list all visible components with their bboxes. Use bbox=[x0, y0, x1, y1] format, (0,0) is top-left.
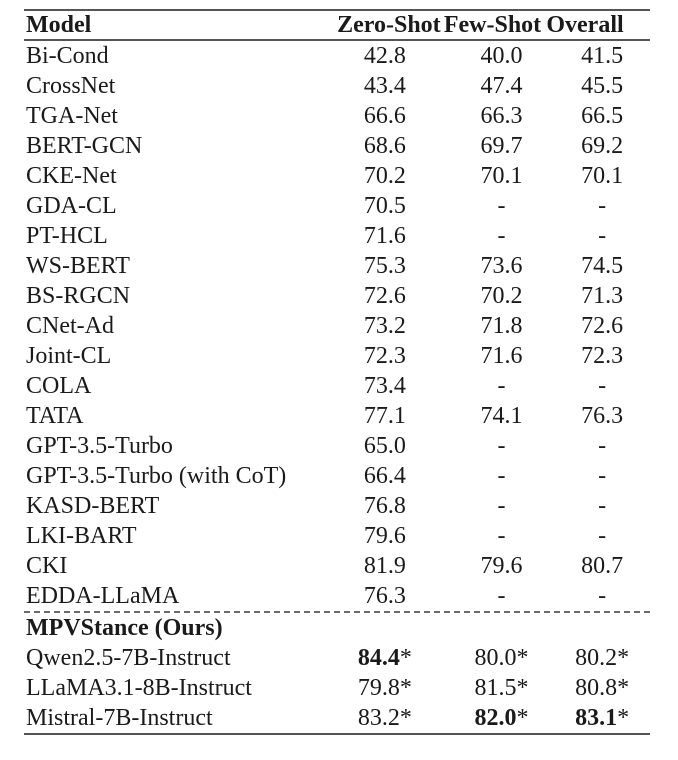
model-name: KASD-BERT bbox=[26, 492, 160, 519]
model-name: EDDA-LLaMA bbox=[26, 582, 180, 609]
zero-shot-value: 42.8 bbox=[363, 42, 406, 69]
overall-value: 66.5 bbox=[581, 102, 624, 129]
significance-mark: * bbox=[516, 644, 529, 671]
zero-shot-value: 83.2 bbox=[357, 704, 400, 731]
baseline-rows bbox=[24, 41, 650, 611]
significance-mark: * bbox=[516, 704, 529, 731]
few-shot-value: 79.6 bbox=[480, 552, 523, 579]
results-table bbox=[24, 9, 650, 735]
zero-shot-value: 70.2 bbox=[363, 162, 406, 189]
few-shot-value: - bbox=[497, 522, 506, 549]
zero-shot-cell bbox=[321, 673, 449, 703]
few-shot-cell bbox=[449, 673, 555, 703]
few-shot-value: 69.7 bbox=[480, 132, 523, 159]
model-name: TATA bbox=[26, 402, 84, 429]
header-row bbox=[24, 11, 650, 39]
model-name: CrossNet bbox=[26, 72, 116, 99]
table-row bbox=[24, 41, 650, 71]
significance-mark: * bbox=[617, 644, 630, 671]
model-name: Bi-Cond bbox=[26, 42, 109, 69]
overall-value: 76.3 bbox=[581, 402, 624, 429]
model-name: GPT-3.5-Turbo bbox=[26, 432, 173, 459]
overall-cell bbox=[554, 643, 650, 673]
model-name: Joint-CL bbox=[26, 342, 112, 369]
overall-value: - bbox=[598, 432, 607, 459]
table-row bbox=[24, 551, 650, 581]
table-row bbox=[24, 311, 650, 341]
table-row bbox=[24, 221, 650, 251]
table-row bbox=[24, 431, 650, 461]
significance-mark: * bbox=[399, 674, 412, 701]
few-shot-value: - bbox=[497, 192, 506, 219]
overall-value: 72.3 bbox=[581, 342, 624, 369]
overall-value: - bbox=[598, 462, 607, 489]
zero-shot-value: 76.3 bbox=[363, 582, 406, 609]
table-row bbox=[24, 371, 650, 401]
header-few-shot: Few-Shot bbox=[443, 12, 542, 38]
model-name: CKE-Net bbox=[26, 162, 117, 189]
table-row bbox=[24, 581, 650, 611]
few-shot-value: - bbox=[497, 492, 506, 519]
overall-value: - bbox=[598, 372, 607, 399]
ours-group-row bbox=[24, 613, 650, 643]
overall-value: 69.2 bbox=[581, 132, 624, 159]
few-shot-value: 80.0 bbox=[474, 644, 517, 671]
overall-value: 80.7 bbox=[581, 552, 624, 579]
model-name: BERT-GCN bbox=[26, 132, 143, 159]
overall-value: 71.3 bbox=[581, 282, 624, 309]
zero-shot-value: 68.6 bbox=[363, 132, 406, 159]
zero-shot-value: 71.6 bbox=[363, 222, 406, 249]
overall-value: - bbox=[598, 492, 607, 519]
overall-value: 45.5 bbox=[581, 72, 624, 99]
few-shot-value: - bbox=[497, 432, 506, 459]
few-shot-value: 71.6 bbox=[480, 342, 523, 369]
model-name: COLA bbox=[26, 372, 92, 399]
overall-value: 70.1 bbox=[581, 162, 624, 189]
zero-shot-value: 65.0 bbox=[363, 432, 406, 459]
significance-mark: * bbox=[399, 644, 412, 671]
few-shot-value: 73.6 bbox=[480, 252, 523, 279]
model-name: LKI-BART bbox=[26, 522, 137, 549]
model-name: GDA-CL bbox=[26, 192, 117, 219]
zero-shot-value: 73.2 bbox=[363, 312, 406, 339]
overall-value: - bbox=[598, 192, 607, 219]
overall-cell bbox=[554, 673, 650, 703]
few-shot-value: - bbox=[497, 582, 506, 609]
overall-value: 80.2 bbox=[575, 644, 618, 671]
table-row bbox=[24, 251, 650, 281]
few-shot-value: 47.4 bbox=[480, 72, 523, 99]
header-zero-shot: Zero-Shot bbox=[337, 12, 441, 38]
model-name: LLaMA3.1-8B-Instruct bbox=[26, 674, 252, 701]
table-row bbox=[24, 491, 650, 521]
overall-value: - bbox=[598, 222, 607, 249]
zero-shot-value: 66.6 bbox=[363, 102, 406, 129]
few-shot-value: 81.5 bbox=[474, 674, 517, 701]
overall-cell bbox=[554, 703, 650, 733]
ours-rows bbox=[24, 643, 650, 733]
zero-shot-value: 75.3 bbox=[363, 252, 406, 279]
table-row bbox=[24, 131, 650, 161]
significance-mark: * bbox=[516, 674, 529, 701]
model-name: TGA-Net bbox=[26, 102, 118, 129]
few-shot-value: 70.2 bbox=[480, 282, 523, 309]
overall-value: - bbox=[598, 582, 607, 609]
few-shot-value: - bbox=[497, 372, 506, 399]
few-shot-value: 74.1 bbox=[480, 402, 523, 429]
zero-shot-value: 79.6 bbox=[363, 522, 406, 549]
model-name: PT-HCL bbox=[26, 222, 108, 249]
few-shot-value: 82.0 bbox=[474, 704, 517, 731]
zero-shot-value: 84.4 bbox=[357, 644, 400, 671]
significance-mark: * bbox=[617, 674, 630, 701]
header-overall: Overall bbox=[546, 12, 624, 38]
ours-group-title: MPVStance (Ours) bbox=[26, 614, 223, 641]
overall-value: 80.8 bbox=[575, 674, 618, 701]
zero-shot-cell bbox=[321, 703, 449, 733]
table-row bbox=[24, 643, 650, 673]
significance-mark: * bbox=[617, 704, 630, 731]
table-row bbox=[24, 341, 650, 371]
zero-shot-value: 81.9 bbox=[363, 552, 406, 579]
zero-shot-value: 72.6 bbox=[363, 282, 406, 309]
model-name: BS-RGCN bbox=[26, 282, 131, 309]
few-shot-value: - bbox=[497, 462, 506, 489]
overall-value: 74.5 bbox=[581, 252, 624, 279]
few-shot-value: 66.3 bbox=[480, 102, 523, 129]
zero-shot-cell bbox=[321, 643, 449, 673]
model-name: GPT-3.5-Turbo (with CoT) bbox=[26, 462, 287, 489]
overall-value: 83.1 bbox=[575, 704, 618, 731]
overall-value: 72.6 bbox=[581, 312, 624, 339]
few-shot-value: 71.8 bbox=[480, 312, 523, 339]
table-row bbox=[24, 673, 650, 703]
table-row bbox=[24, 191, 650, 221]
zero-shot-value: 43.4 bbox=[363, 72, 406, 99]
zero-shot-value: 76.8 bbox=[363, 492, 406, 519]
few-shot-value: 70.1 bbox=[480, 162, 523, 189]
table-row bbox=[24, 401, 650, 431]
overall-value: 41.5 bbox=[581, 42, 624, 69]
bottom-rule bbox=[24, 733, 650, 735]
table-row bbox=[24, 281, 650, 311]
model-name: Qwen2.5-7B-Instruct bbox=[26, 644, 231, 671]
model-name: CNet-Ad bbox=[26, 312, 114, 339]
overall-value: - bbox=[598, 522, 607, 549]
zero-shot-value: 79.8 bbox=[357, 674, 400, 701]
zero-shot-value: 66.4 bbox=[363, 462, 406, 489]
header-model: Model bbox=[26, 12, 92, 38]
table-row bbox=[24, 461, 650, 491]
zero-shot-value: 70.5 bbox=[363, 192, 406, 219]
model-name: Mistral-7B-Instruct bbox=[26, 704, 213, 731]
table-row bbox=[24, 703, 650, 733]
table-row bbox=[24, 521, 650, 551]
zero-shot-value: 73.4 bbox=[363, 372, 406, 399]
few-shot-value: 40.0 bbox=[480, 42, 523, 69]
few-shot-cell bbox=[449, 643, 555, 673]
significance-mark: * bbox=[399, 704, 412, 731]
zero-shot-value: 77.1 bbox=[363, 402, 406, 429]
model-name: CKI bbox=[26, 552, 68, 579]
zero-shot-value: 72.3 bbox=[363, 342, 406, 369]
table-row bbox=[24, 71, 650, 101]
few-shot-value: - bbox=[497, 222, 506, 249]
table-row bbox=[24, 101, 650, 131]
few-shot-cell bbox=[449, 703, 555, 733]
model-name: WS-BERT bbox=[26, 252, 130, 279]
table-row bbox=[24, 161, 650, 191]
